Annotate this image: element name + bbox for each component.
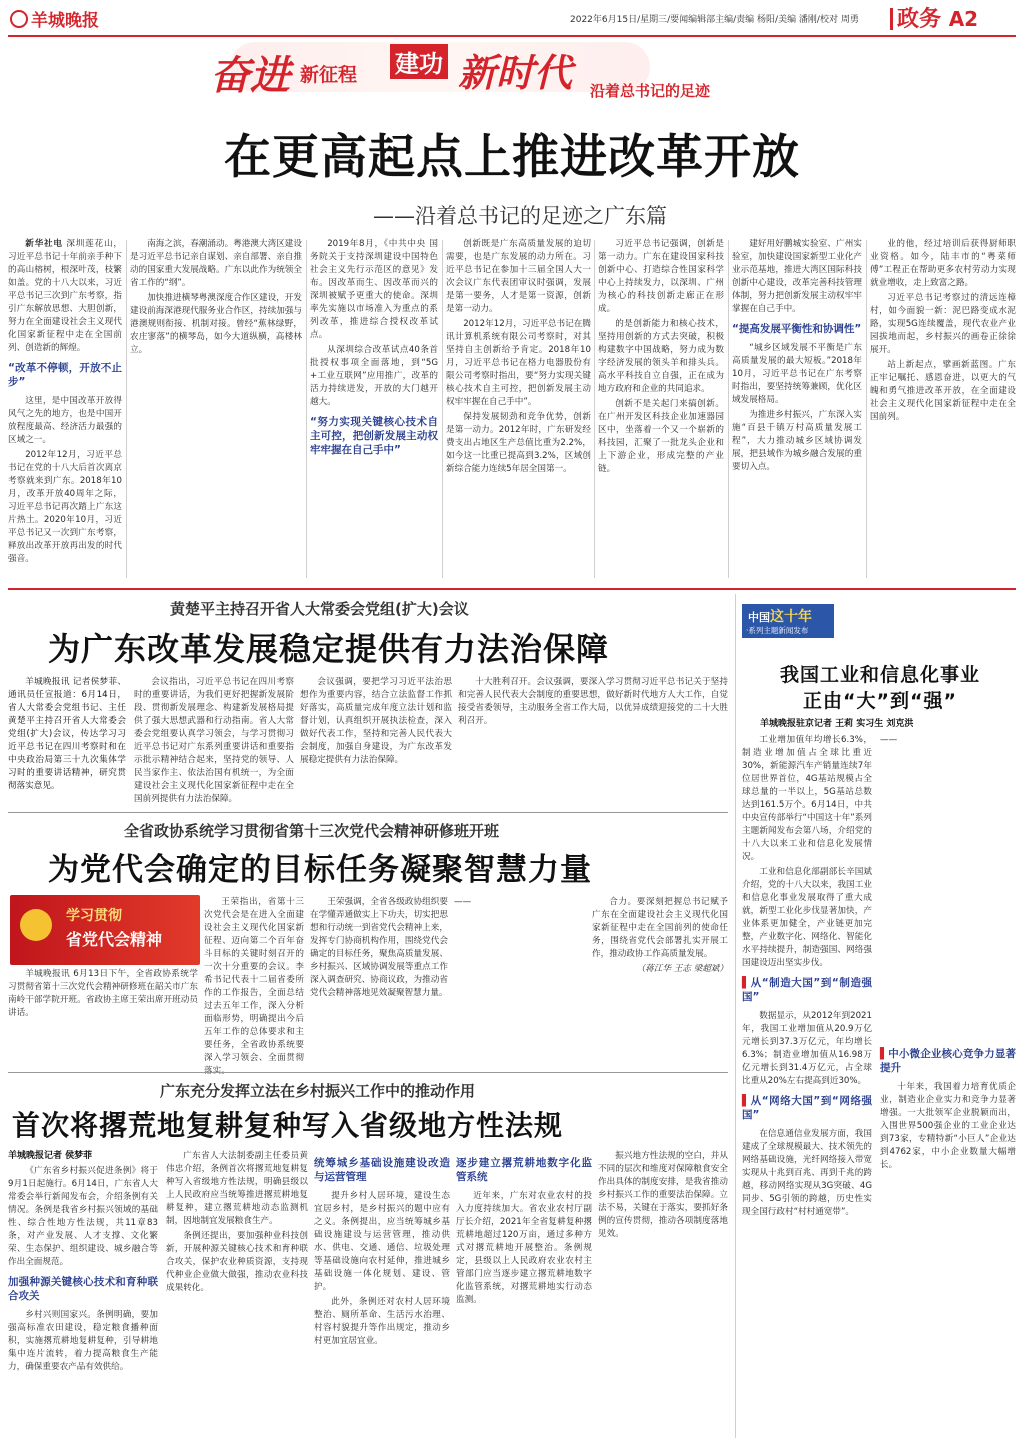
section-label: 政务 A2 <box>890 2 978 33</box>
page-number: A2 <box>948 7 979 31</box>
lead-column-7: 业的他，经过培训后获得厨师职业资格。如今，陆丰市的“粤菜师傅”工程正在帮助更多农村劳动力实现就业增收，走上致富之路。 习近平总书记考察过的清远连樟村，如今面貌一新：泥巴路变成水泥路，实现5G连续覆盖，现代农业产业园拔地而起，乡村振兴的画卷正徐徐展开。 站上新起点，擘画新蓝图。广东正牢记嘱托、感恩奋进，以更大的气魄和勇气推进改革开放，在全面建设社会主义现代化国家新征程中走在全国前列。 <box>870 239 1016 422</box>
story2-kicker: 黄楚平主持召开省人大常委会党组(扩大)会议 <box>170 600 469 618</box>
story2-column-4: 十大胜利召开。会议强调，要深入学习贯彻习近平总书记关于坚持和完善人民代表大会制度的重要思想，做好新时代地方人大工作，自觉接受省委领导，主动服务全省工作大局，以优异成绩迎接党的二十大胜利召开。 <box>458 677 728 726</box>
masthead <box>0 0 1024 34</box>
story2-column-3: 会议强调，要把学习习近平法治思想作为重要内容，结合立法监督工作抓好落实，高质量完成年度立法计划和监督计划，认真组织开展执法检查，深入做好代表工作，坚持和完善人民代表大会制度，加强自身建设，为广东改革发展稳定提供有力法治保障。 <box>300 677 452 765</box>
sidebar-headline-line-2: 正由“大”到“强” <box>803 690 957 712</box>
sidebar-subheading-1: ▌从“制造大国”到“制造强国” <box>742 977 872 1003</box>
sidebar-subheading-2: ▌中小微企业核心竞争力显著提升 <box>880 1048 1016 1074</box>
lead-subheading-1: “改革不停顿，开放不止步” <box>8 362 122 388</box>
lead-headline: 在更高起点上推进改革开放 <box>224 130 800 185</box>
story4-kicker: 广东充分发挥立法在乡村振兴工作中的推动作用 <box>160 1082 476 1100</box>
story4-column-3: 统筹城乡基础设施建设改造与运营管理 提升乡村人居环境，建设生态宜居乡村，是乡村振兴的题中应有之义。条例提出，应当统筹城乡基础设施建设与运营管理，推动供水、供电、交通、通信、垃圾处理等基础设施向农村延伸，推进城乡基础设施一体化规划、建设、管护。 此外，条例还对农村人居环境整治、厕所革命、生活污水治理、村容村貌提升等作出规定，推动乡村更加宜居宜业。 <box>314 1157 450 1346</box>
badge-line-2: 省党代会精神 <box>66 930 163 949</box>
lead-column-3: 2019年8月，《中共中央 国务院关于支持深圳建设中国特色社会主义先行示范区的意见》发布。因改革而生、因改革而兴的深圳被赋予更重大的使命。深圳率先实施以市场准入为重点的系列改革，推进综合授权改革试点。 从深圳综合改革试点40条首批授权事项全面落地，到“5G +工业互联网”应用推广，改革的活力持续迸发，开放的大门越开越大。 “努力实现关键核心技术自主可控，把创新发展主动权牢牢握在自己手中” <box>310 239 438 456</box>
section-bar-icon <box>890 8 893 30</box>
lead-col-rule <box>442 240 443 578</box>
story2-bottom-rule <box>8 812 728 813</box>
lead-subheading-2: “努力实现关键核心技术自主可控，把创新发展主动权牢牢握在自己手中” <box>310 416 438 456</box>
lead-col-rule <box>594 240 595 578</box>
story3-credit: （蒋江华 王志 梁超斌） <box>636 964 728 974</box>
masthead-rule <box>8 35 1016 37</box>
date-line: 2022年6月15日/星期三/要闻编辑部主编/责编 杨阳/美编 潘刚/校对 周勇 <box>570 15 859 25</box>
sidebar-subheading-3: ▌从“网络大国”到“网络强国” <box>742 1095 872 1121</box>
sidebar-divider <box>735 594 736 1438</box>
lead-column-5: 习近平总书记强调，创新是第一动力。广东在建设国家科技创新中心、打造综合性国家科学中心上持续发力，以深圳、广州为核心的科技创新走廊正在形成。 的是创新能力和核心技术，坚持用创新的方式去突破，积极构建数字中国战略，努力成为数字经济发展的领头羊和排头兵。高水平科技自立自强，正在成为地方政府和企业的共同追求。 创新不是关起门来搞创新。在广州开发区科技企业加速器园区中，坐落着一个又一个崭新的科技园，汇聚了一批龙头企业和上下游企业，形成完整的产业链。 <box>598 239 724 474</box>
sidebar-byline: 羊城晚报驻京记者 王莉 实习生 刘克洪 <box>760 719 914 729</box>
story4-headline: 首次将撂荒地复耕复种写入省级地方性法规 <box>12 1109 564 1142</box>
banner-slogan: 沿着总书记的足迹 <box>590 82 711 100</box>
sidebar-column-1: 工业增加值年均增长6.3%，制造业增加值占全球比重近30%，新能源汽车产销量连续7年位居世界首位，4G基站规模占全球总量的一半以上，5G基站总数达到161.5万个。6月14日，中共中央宣传部举行“中国这十年”系列主题新闻发布会第八场，介绍党的十八大以来工业和信息化发展情况。 工业和信息化部副部长辛国斌介绍，党的十八大以来，我国工业和信息化事业发展取得了重大成就，新型工业化步伐显著加快，产业体系更加健全，产业链更加完整，产业数字化、网络化、智能化水平持续提升，制造强国、网络强国建设迈出坚实步伐。 ▌从“制造大国”到“制造强国” 数据显示，从2012年到2021年，我国工业增加值从20.9万亿元增长到37.3万亿元，年均增长6.3%；制造业增加值从16.98万亿元增长到31.4万亿元，占全球比重从20%左右提高到近30%。 ▌从“网络大国”到“网络强国” 在信息通信业发展方面，我国建成了全球规模最大、技术领先的网络基础设施，光纤网络接入带宽实现从十兆到百兆、再到千兆的跨越，移动网络实现从3G突破、4G同步、5G引领的跨越，历史性实现全国行政村“村村通宽带”。 <box>742 735 872 1217</box>
story3-column-3: 王荣强调，全省各级政协组织要在学懂弄通做实上下功夫，切实把思想和行动统一到省党代会精神上来，发挥专门协商机构作用，围绕党代会确定的目标任务，聚焦高质量发展、乡村振兴、区域协调发展等重点工作深入调查研究、协商议政，为推动省党代会精神落地见效凝聚智慧力量。 <box>310 897 448 998</box>
lead-column-1: 新华社电 深圳莲花山，习近平总书记十年前亲手种下的高山榕树，根深叶茂，枝繁如盖。党的十八大以来，习近平总书记三次到广东考察，指引广东解放思想、大胆创新，努力在全面建设社会主义现代化国家新征程中走在全国前列、创造新的辉煌。 “改革不停顿，开放不止步” 这里，是中国改革开放得风气之先的地方，也是中国开放程度最高、经济活力最强的区域之一。 2012年12月，习近平总书记在党的十八大后首次离京考察就来到广东。2018年10月，改革开放40周年之际，习近平总书记再次踏上广东这片热土。2020年10月，习近平总书记又一次到广东考察，释放出改革开放再出发的时代强音。 <box>8 239 122 564</box>
lead-col-rule <box>306 240 307 578</box>
story3-column-2: 王荣指出，省第十三次党代会是在进入全面建设社会主义现代化国家新征程、迈向第二个百年奋斗目标的关键时刻召开的一次十分重要的会议。李希书记代表十二届省委所作的工作报告，全面总结过去五年工作，深入分析面临形势，明确提出今后五年工作的总体要求和主要任务，全省政协系统要深入学习领会、全面贯彻落实。 <box>204 897 304 1076</box>
bullet-icon: ▌ <box>880 1048 889 1060</box>
bullet-icon: ▌ <box>742 1095 751 1107</box>
badge-line-1: 学习贯彻 <box>66 908 122 924</box>
story4-subheading-1: 加强种源关键核心技术和育种联合攻关 <box>8 1276 158 1302</box>
hammer-sickle-icon <box>20 909 52 941</box>
story3-bottom-rule <box>8 1072 728 1073</box>
series-badge <box>742 604 834 638</box>
story3-column-1: 羊城晚报讯 6月13日下午，全省政协系统学习贯彻省第十三次党代会精神研修班在韶关市广东南岭干部学院开班。省政协主席王荣出席开班动员讲话。 <box>8 969 198 1018</box>
party-congress-badge <box>10 895 200 965</box>
story4-column-5: 振兴地方性法规的空白，并从不同的层次和维度对保障粮食安全作出具体的制度安排，是我省推动乡村振兴工作的重要法治保障。立法不易，关键在于落实，要抓好条例的宣传贯彻，推动各项制度落地见效。 <box>598 1151 728 1239</box>
lead-col-rule <box>728 240 729 578</box>
logo-emblem-icon <box>10 10 28 28</box>
series-subtitle: ·系列主题新闻发布 <box>746 626 809 635</box>
story4-column-4: 逐步建立撂荒耕地数字化监管系统 近年来，广东对农业农村的投入力度持续加大。省农业农村厅副厅长介绍，2021年全省复耕复种撂荒耕地超过120万亩，通过多种方式对撂荒耕地开展整治。条例规定，县级以上人民政府农业农村主管部门应当逐步建立撂荒耕地数字化监管系统，对撂荒耕地实行动态监测。 <box>456 1157 592 1305</box>
story4-subheading-3: 逐步建立撂荒耕地数字化监管系统 <box>456 1157 592 1183</box>
sidebar-headline-line-1: 我国工业和信息化事业 <box>779 664 980 686</box>
story2-column-2: 会议指出，习近平总书记在四川考察时的重要讲话，为我们更好把握新发展阶段、贯彻新发展理念、构建新发展格局提供了强大思想武器和行动指南。省人大常委会党组要认真学习领会，与学习贯彻习近平总书记对广东系列重要讲话和重要指示批示精神结合起来，坚持党的领导、人民当家作主、依法治国有机统一，为全面建设社会主义现代化国家新征程中走在全国前列提供有力法治保障。 <box>134 677 294 804</box>
banner-word-3: 建功 <box>390 44 448 79</box>
lead-column-6: 建好用好鹏城实验室、广州实验室，加快建设国家新型工业化产业示范基地，推进大湾区国际科技创新中心建设，改革完善科技管理体制，努力把创新发展主动权牢牢掌握在自己手中。 “提高发展平衡性和协调性” “城乡区域发展不平衡是广东高质量发展的最大短板。”2018年10月，习近平总书记在广东考察时指出，要坚持统筹兼顾，优化区域发展格局。 为推进乡村振兴，广东深入实施“百县千镇万村高质量发展工程”，大力推动城乡区域协调发展，把县域作为城乡融合发展的重要切入点。 <box>732 239 862 472</box>
story3-headline: 为党代会确定的目标任务凝聚智慧力量 <box>48 852 592 888</box>
story4-subheading-2: 统筹城乡基础设施建设改造与运营管理 <box>314 1157 450 1183</box>
lead-bottom-rule <box>8 588 1016 590</box>
story3-kicker: 全省政协系统学习贯彻省第十三次党代会精神研修班开班 <box>124 822 500 840</box>
lead-col-rule <box>126 240 127 578</box>
lead-dateline: 新华社电 <box>25 239 63 249</box>
lead-column-4: 创新既是广东高质量发展的迫切需要，也是广东发展的动力所在。习近平总书记在参加十三届全国人大一次会议广东代表团审议时强调，发展是第一要务，人才是第一资源，创新是第一动力。 2012年12月，习近平总书记在腾讯计算机系统有限公司考察时，对其坚持自主创新给予肯定。2018年10月，习近平总书记在格力电器股份有限公司考察时指出，要“努力实现关键核心技术自主可控，把创新发展主动权牢牢握在自己手中”。 保持发展韧劲和竞争优势，创新是第一动力。2012年时，广东研发经费支出占地区生产总值比重为2.2%，如今这一比重已提高到3.2%，区域创新综合能力连续5年居全国第一。 <box>446 239 591 474</box>
banner-word-2: 新征程 <box>300 64 358 86</box>
story4-column-1: 羊城晚报记者 侯梦菲 《广东省乡村振兴促进条例》将于9月1日起施行。6月14日，广东省人大常委会举行新闻发布会，介绍条例有关情况。条例是我省乡村振兴领域的基础性、综合性地方性法规，共11章83条，对产业发展、人才支撑、文化繁荣、生态保护、组织建设、城乡融合等作出全面规范。 加强种源关键核心技术和育种联合攻关 乡村兴则国家兴。条例明确，要加强高标准农田建设，稳定粮食播种面积，实施撂荒耕地复耕复种，引导耕地集中连片流转，着力提高粮食生产能力，确保重要农产品有效供给。 <box>8 1151 158 1372</box>
newspaper-logo: 羊城晚报 <box>10 6 99 31</box>
banner-word-1: 奋进 <box>210 52 290 99</box>
story2-headline: 为广东改革发展稳定提供有力法治保障 <box>48 630 610 668</box>
lead-subhead: ——沿着总书记的足迹之广东篇 <box>373 204 667 228</box>
lead-column-2: 南海之滨，春潮涌动。粤港澳大湾区建设是习近平总书记亲自谋划、亲自部署、亲自推动的国家重大发展战略。广东以此作为统领全省工作的“纲”。 加快推进横琴粤澳深度合作区建设，开发建设前海深港现代服务业合作区，持续加强与港澳规则衔接、机制对接。曾经“蕉林绿野，农庄寥落”的横琴岛，如今大道纵横，高楼林立。 <box>130 239 302 355</box>
story2-column-1: 羊城晚报讯 记者侯梦菲、通讯员任宣报道：6月14日，省人大常委会党组书记、主任黄楚平主持召开省人大常委会党组(扩大)会议，传达学习习近平总书记在四川考察时和在中央政治局第三十九次集体学习时的重要讲话精神，研究贯彻落实意见。 <box>8 677 126 791</box>
sidebar-column-2: —— ▌中小微企业核心竞争力显著提升 十年来，我国着力培育优质企业，制造业企业实力和竞争力显著增强。一大批领军企业脱颖而出，入围世界500强企业的工业企业达到73家，专精特新“小巨人”企业达到4762家，中小企业数量大幅增长。 <box>880 735 1016 1170</box>
banner <box>200 38 720 106</box>
story4-byline: 羊城晚报记者 侯梦菲 <box>8 1151 93 1161</box>
story3-column-4: —— <box>454 897 472 907</box>
lead-subheading-3: “提高发展平衡性和协调性” <box>732 323 862 335</box>
lead-col-rule <box>866 240 867 578</box>
banner-word-4: 新时代 <box>458 50 573 95</box>
story4-column-2: 广东省人大法制委副主任委员黄伟忠介绍，条例首次将撂荒地复耕复种写入省级地方性法规，明确县级以上人民政府应当统筹推进撂荒耕地复耕复种，建立撂荒耕地动态监测机制，因地制宜发展粮食生产。 条例还提出，要加强种业科技创新，开展种源关键核心技术和育种联合攻关，保护农业种质资源，支持现代种业企业做大做强，推动农业科技成果转化。 <box>166 1151 308 1293</box>
story3-column-5: 合力。要深刻把握总书记赋予广东在全面建设社会主义现代化国家新征程中走在全国前列的使命任务，围绕省党代会部署扎实开展工作，推动政协工作高质量发展。 （蒋江华 王志 梁超斌） <box>592 897 728 974</box>
bullet-icon: ▌ <box>742 977 751 989</box>
series-title: 中国这十年 <box>748 609 812 625</box>
